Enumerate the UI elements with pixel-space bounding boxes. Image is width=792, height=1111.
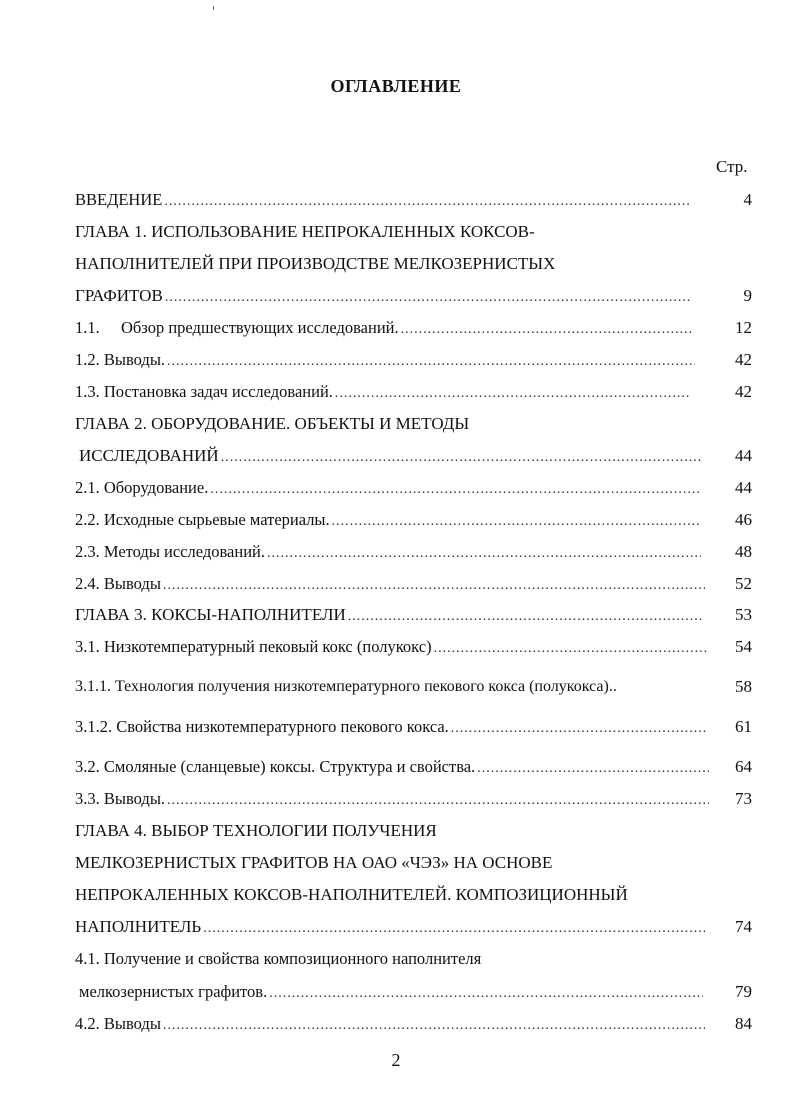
toc-entry-text: ВВЕДЕНИЕ [75,190,163,209]
scan-speck [213,6,214,10]
toc-entry-introduction[interactable] [75,189,693,211]
leader-dots [401,319,693,339]
toc-entry-text: 2.1. Оборудование. [75,478,209,497]
leader-dots [335,383,691,403]
toc-entry-2-3[interactable] [75,541,703,563]
toc-page-number: 64 [735,757,752,776]
toc-page-number: 53 [735,605,752,624]
leader-dots [163,575,705,595]
toc-page-number: 79 [735,982,752,1001]
toc-page-number: 74 [735,917,752,936]
leader-dots [165,287,691,307]
chapter-4-title-line1[interactable]: ГЛАВА 4. ВЫБОР ТЕХНОЛОГИИ ПОЛУЧЕНИЯ [75,821,437,840]
toc-entry-text: ГРАФИТОВ [75,286,163,305]
toc-entry-text: 1.3. Постановка задач исследований. [75,382,333,401]
toc-entry-chapter-1[interactable] [75,285,693,307]
chapter-4-title-line2[interactable]: МЕЛКОЗЕРНИСТЫХ ГРАФИТОВ НА ОАО «ЧЭЗ» НА ОСНОВЕ [75,853,553,872]
leader-dots [332,511,701,531]
toc-entry-3-3[interactable] [75,788,711,810]
leader-dots [267,543,701,563]
leader-dots [167,790,709,810]
toc-entry-text: 3.3. Выводы. [75,789,166,808]
toc-entry-chapter-4[interactable] [75,916,707,938]
toc-page-number: 42 [735,382,752,401]
toc-entry-3-1[interactable] [75,636,711,658]
toc-page-number: 52 [735,574,752,593]
toc-entry-2-1[interactable] [75,477,703,499]
toc-page-number: 58 [735,677,752,696]
toc-entry-text: ИССЛЕДОВАНИЙ [79,446,219,465]
toc-entry-1-2[interactable] [75,349,697,371]
toc-entry-text: 2.4. Выводы [75,574,161,593]
toc-page-number: 42 [735,350,752,369]
toc-entry-text: Обзор предшествующих исследований. [121,318,399,337]
toc-entry-4-1[interactable] [79,981,705,1003]
toc-entry-3-1-2[interactable] [75,716,709,738]
toc-entry-text: 3.1.2. Свойства низкотемпературного пекового кокса. [75,717,449,736]
chapter-2-title-line1[interactable]: ГЛАВА 2. ОБОРУДОВАНИЕ. ОБЪЕКТЫ И МЕТОДЫ [75,414,470,433]
leader-dots [164,191,691,211]
toc-page-number: 44 [735,446,752,465]
page-column-label: Стр. [716,157,748,176]
toc-page-number: 46 [735,510,752,529]
toc-page-number: 61 [735,717,752,736]
chapter-4-title-line3[interactable]: НЕПРОКАЛЕННЫХ КОКСОВ-НАПОЛНИТЕЛЕЙ. КОМПОЗИЦИОННЫЙ [75,885,628,904]
toc-entry-1-3[interactable] [75,381,693,403]
leader-dots [269,983,703,1003]
toc-entry-text: 3.2. Смоляные (сланцевые) коксы. Структура и свойства. [75,757,476,776]
leader-dots [167,351,695,371]
toc-entry-2-2[interactable] [75,509,703,531]
leader-dots [210,479,701,499]
toc-entry-text: 3.1.1. Технология получения низкотемпературного пекового кокса (полукокса).. [75,678,617,695]
leader-dots [163,1015,705,1035]
toc-page-number: 54 [735,637,752,656]
toc-entry-4-1-line1[interactable]: 4.1. Получение и свойства композиционного наполнителя [75,949,482,968]
toc-page-number: 12 [735,318,752,337]
leader-dots [477,758,709,778]
toc-page-number: 84 [735,1014,752,1033]
toc-entry-2-4[interactable] [75,573,707,595]
toc-page-number: 73 [735,789,752,808]
toc-entry-text: 2.2. Исходные сырьевые материалы. [75,510,330,529]
toc-entry-4-2[interactable] [75,1013,707,1035]
page-title: ОГЛАВЛЕНИЕ [330,76,462,96]
toc-entry-text: НАПОЛНИТЕЛЬ [75,917,202,936]
toc-entry-3-1-1[interactable] [75,676,715,698]
toc-entry-chapter-2[interactable] [79,445,703,467]
toc-entry-text: 3.1. Низкотемпературный пековый кокс (полукокс) [75,637,432,656]
toc-page-number: 4 [743,190,752,209]
leader-dots [451,718,707,738]
toc-entry-text: мелкозернистых графитов. [79,982,268,1001]
toc-entry-3-2[interactable] [75,756,711,778]
leader-dots [221,447,701,467]
page-number-footer: 2 [391,1050,401,1070]
leader-dots [203,918,705,938]
toc-entry-text: 2.3. Методы исследований. [75,542,265,561]
chapter-1-title-line2[interactable]: НАПОЛНИТЕЛЕЙ ПРИ ПРОИЗВОДСТВЕ МЕЛКОЗЕРНИСТЫХ [75,254,556,273]
toc-entry-text: 1.2. Выводы. [75,350,166,369]
toc-entry-number: 1.1. [75,318,100,337]
toc-page-number: 48 [735,542,752,561]
leader-dots [434,638,709,658]
toc-entry-text: 4.2. Выводы [75,1014,161,1033]
toc-entry-text: ГЛАВА 3. КОКСЫ-НАПОЛНИТЕЛИ [75,605,346,624]
toc-page-number: 9 [743,286,752,305]
toc-entry-chapter-3[interactable] [75,604,705,626]
chapter-1-title-line1[interactable]: ГЛАВА 1. ИСПОЛЬЗОВАНИЕ НЕПРОКАЛЕННЫХ КОКСОВ- [75,222,535,241]
leader-dots [348,606,703,626]
toc-page-number: 44 [735,478,752,497]
toc-entry-1-1[interactable] [75,317,695,339]
